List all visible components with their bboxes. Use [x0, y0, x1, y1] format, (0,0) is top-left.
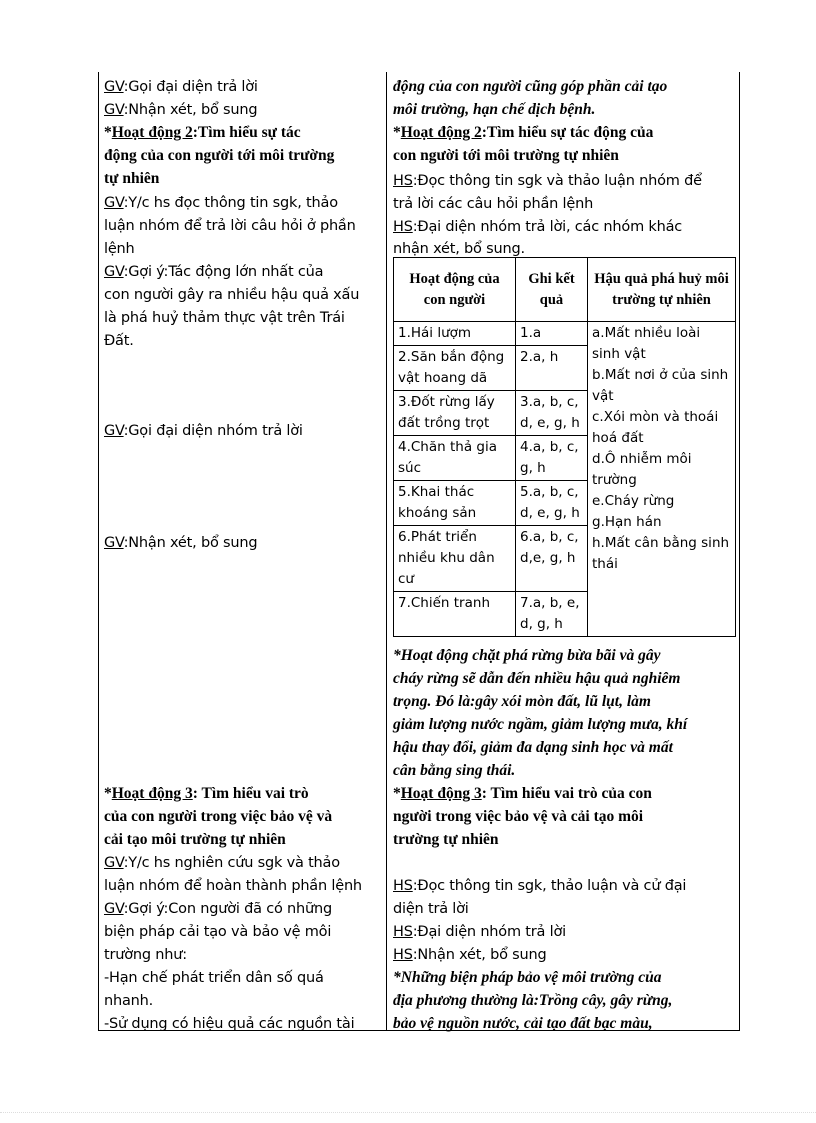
consequence-item: c.Xói mòn và thoái hoá đất [592, 409, 719, 446]
activity-3-heading: *Hoạt động 3: Tìm hiểu vai trò của con [393, 785, 652, 802]
result-cell: 2.a, h [516, 346, 588, 391]
left-line: lệnh [104, 241, 135, 257]
left-line: biện pháp cải tạo và bảo vệ môi [104, 924, 332, 940]
activity-3-heading: *Hoạt động 3: Tìm hiểu vai trò [104, 785, 309, 802]
conclusion-line: hậu thay đổi, giảm đa dạng sinh học và mất [393, 739, 673, 756]
measures-line: địa phương thường là:Trồng cây, gây rừng, [393, 992, 673, 1009]
activity-cell: 7.Chiến tranh [394, 592, 516, 637]
right-line: HS:Đại diện nhóm trả lời, các nhóm khác [393, 219, 683, 235]
result-cell: 4.a, b, c, g, h [516, 436, 588, 481]
result-cell: 5.a, b, c, d, e, g, h [516, 481, 588, 526]
left-line: luận nhóm để hoàn thành phần lệnh [104, 878, 362, 894]
right-line: HS:Đọc thông tin sgk, thảo luận và cử đại [393, 878, 687, 894]
left-line: -Hạn chế phát triển dân số quá [104, 970, 324, 986]
left-line: GV:Y/c hs nghiên cứu sgk và thảo [104, 855, 340, 871]
header-result: Ghi kết quả [516, 258, 588, 322]
left-line: Đất. [104, 333, 134, 349]
left-line: GV:Gọi đại diện nhóm trả lời [104, 423, 303, 439]
left-line: GV:Gọi đại diện trả lời [104, 79, 258, 95]
activity-3-heading-line: cải tạo môi trường tự nhiên [104, 831, 286, 848]
activity-cell: 6.Phát triển nhiều khu dân cư [394, 526, 516, 592]
left-line: luận nhóm để trả lời câu hỏi ở phần [104, 218, 356, 234]
conclusion-line: giảm lượng nước ngầm, giảm lượng mưa, khí [393, 716, 688, 733]
right-line: trả lời các câu hỏi phần lệnh [393, 196, 594, 212]
result-cell: 6.a, b, c, d,e, g, h [516, 526, 588, 592]
activity-3-heading-line: người trong việc bảo vệ và cải tạo môi [393, 808, 644, 825]
left-line: là phá huỷ thảm thực vật trên Trái [104, 310, 345, 326]
activity-2-heading: *Hoạt động 2:Tìm hiểu sự tác động của [393, 124, 654, 141]
activity-cell: 2.Săn bắn động vật hoang dã [394, 346, 516, 391]
right-line: HS:Đọc thông tin sgk và thảo luận nhóm để [393, 173, 702, 189]
consequence-item: d.Ô nhiễm môi trường [592, 451, 692, 488]
conclusion-line: trọng. Đó là:gây xói mòn đất, lũ lụt, làm [393, 693, 651, 710]
left-line: trường như: [104, 947, 187, 963]
activity-cell: 5.Khai thác khoáng sản [394, 481, 516, 526]
impact-table [393, 257, 736, 637]
left-line: GV:Nhận xét, bổ sung [104, 102, 258, 118]
activity-cell: 4.Chăn thả gia súc [394, 436, 516, 481]
left-line: GV:Nhận xét, bổ sung [104, 535, 258, 551]
column-divider [386, 72, 387, 1030]
activity-3-heading-line: trường tự nhiên [393, 831, 499, 848]
conclusion-line: *Hoạt động chặt phá rừng bừa bãi và gây [393, 647, 661, 664]
header-activity: Hoạt động của con người [394, 258, 516, 322]
activity-2-heading-line: tự nhiên [104, 170, 160, 187]
right-line: diện trả lời [393, 901, 469, 917]
activity-2-heading: *Hoạt động 2:Tìm hiểu sự tác [104, 124, 301, 141]
header-consequence: Hậu quả phá huỷ môi trường tự nhiên [588, 258, 736, 322]
right-line: động của con người cũng góp phần cải tạo [393, 78, 668, 95]
left-line: con người gây ra nhiều hậu quả xấu [104, 287, 360, 303]
activity-2-heading-line: động của con người tới môi trường [104, 147, 335, 164]
page-bottom-rule [0, 1112, 816, 1113]
activity-cell: 1.Hái lượm [394, 322, 516, 346]
right-line: nhận xét, bổ sung. [393, 241, 525, 257]
right-line: môi trường, hạn chế dịch bệnh. [393, 101, 596, 118]
right-line: HS:Nhận xét, bổ sung [393, 947, 547, 963]
consequence-item: e.Cháy rừng [592, 493, 675, 509]
activity-3-heading-line: của con người trong việc bảo vệ và [104, 808, 333, 825]
left-line: -Sử dụng có hiệu quả các nguồn tài [104, 1016, 355, 1032]
left-line: GV:Gợi ý:Tác động lớn nhất của [104, 264, 324, 280]
table-row [394, 322, 736, 346]
consequence-item: b.Mất nơi ở của sinh vật [592, 367, 729, 404]
consequence-item: a.Mất nhiều loài sinh vật [592, 325, 701, 362]
left-line: GV:Y/c hs đọc thông tin sgk, thảo [104, 195, 338, 211]
activity-cell: 3.Đốt rừng lấy đất trồng trọt [394, 391, 516, 436]
table-header-row [394, 258, 736, 322]
consequence-list [588, 322, 736, 637]
measures-line: bảo vệ nguồn nước, cải tạo đất bạc màu, [393, 1015, 653, 1032]
activity-2-heading-line: con người tới môi trường tự nhiên [393, 147, 619, 164]
result-cell: 1.a [516, 322, 588, 346]
conclusion-line: cân bằng sing thái. [393, 762, 516, 779]
result-cell: 7.a, b, e, d, g, h [516, 592, 588, 637]
consequence-item: h.Mất cân bằng sinh thái [592, 535, 730, 572]
left-line: nhanh. [104, 993, 154, 1009]
conclusion-line: cháy rừng sẽ dẫn đến nhiều hậu quả nghiêm [393, 670, 681, 687]
measures-line: *Những biện pháp bảo vệ môi trường của [393, 969, 662, 986]
left-line: GV:Gợi ý:Con người đã có những [104, 901, 333, 917]
right-line: HS:Đại diện nhóm trả lời [393, 924, 566, 940]
consequence-item: g.Hạn hán [592, 514, 662, 530]
result-cell: 3.a, b, c, d, e, g, h [516, 391, 588, 436]
